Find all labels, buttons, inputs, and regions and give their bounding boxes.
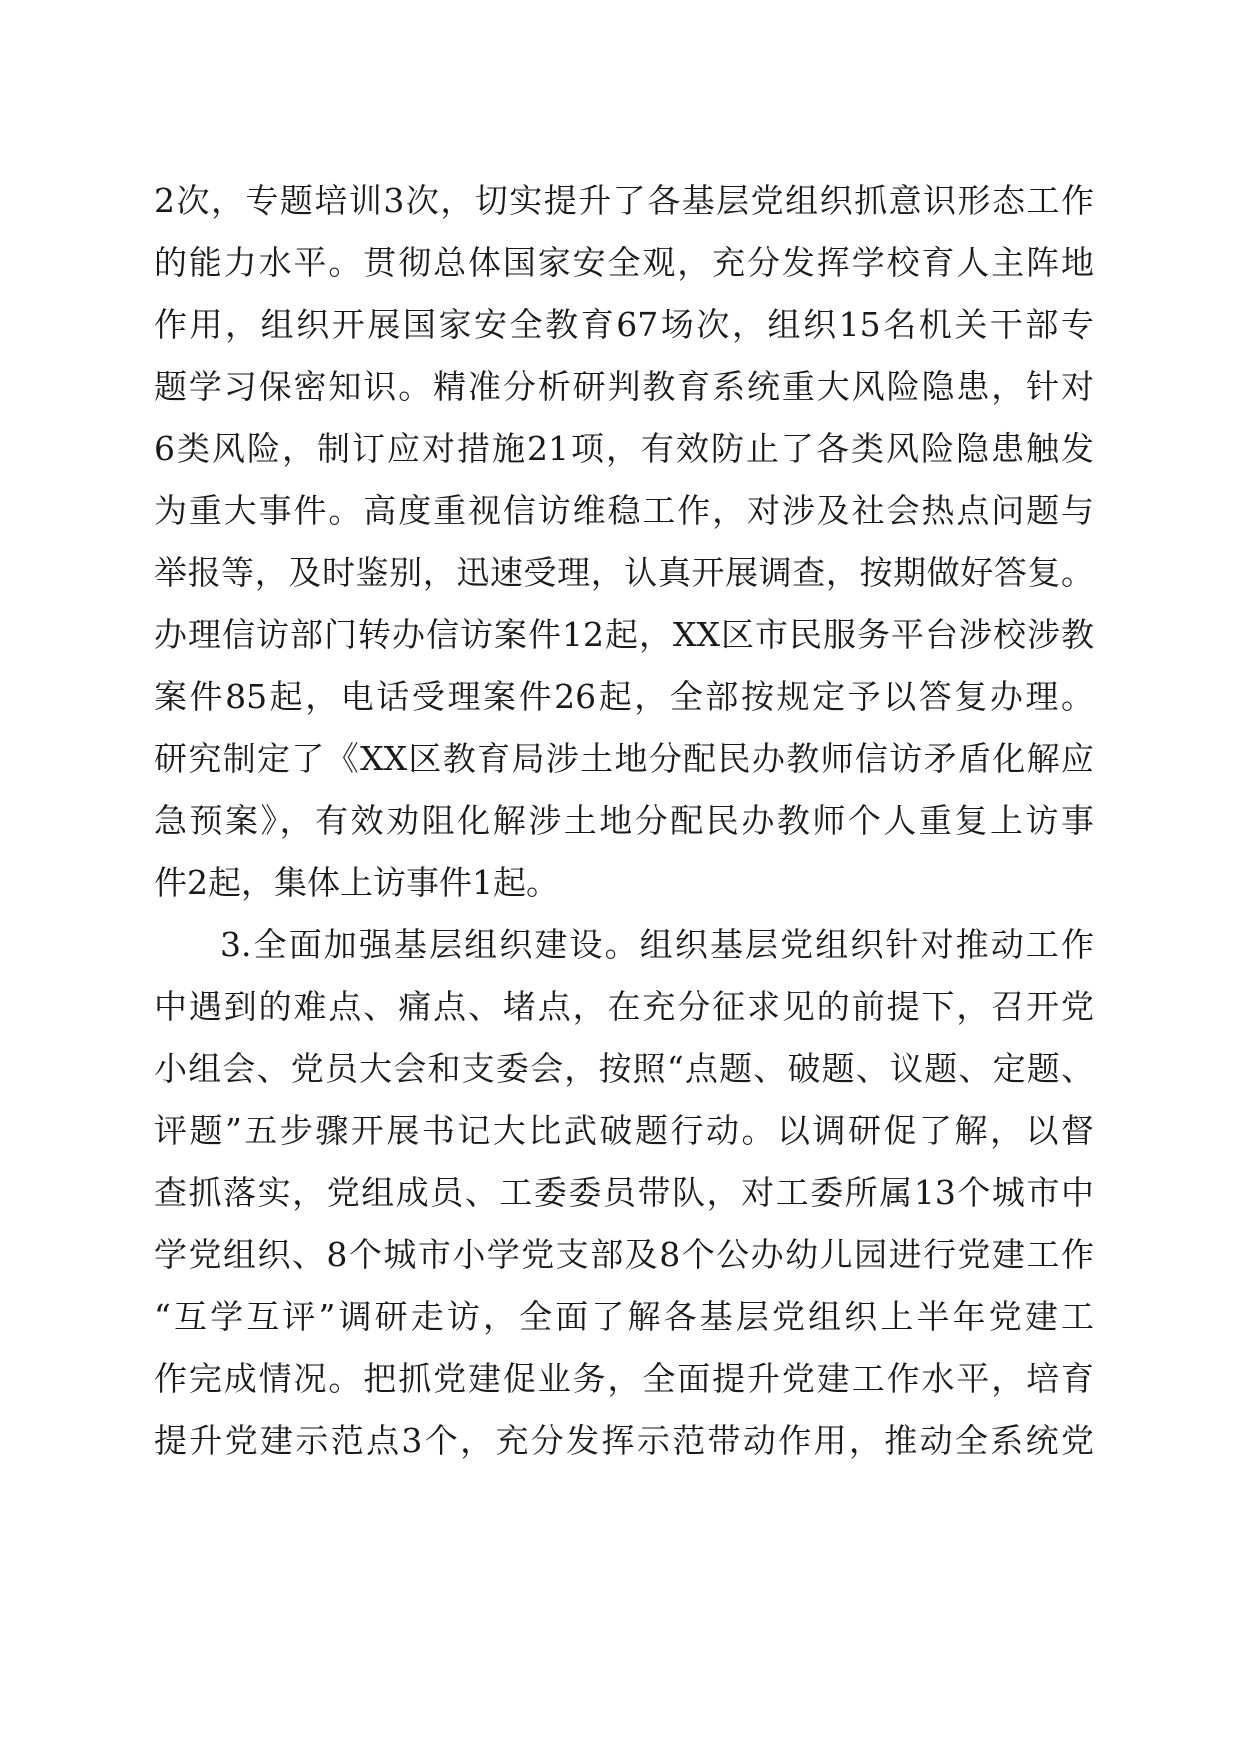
text-line: 的能力水平。贯彻总体国家安全观，充分发挥学校育人主阵地 [154, 243, 1094, 282]
text-line: 举报等，及时鉴别，迅速受理，认真开展调查，按期做好答复。 [154, 553, 1094, 592]
text-line: 提升党建示范点3个，充分发挥示范带动作用，推动全系统党 [154, 1421, 1094, 1460]
text-line: 办理信访部门转办信访案件12起，XX区市民服务平台涉校涉教 [154, 615, 1094, 654]
text-line: 6类风险，制订应对措施21项，有效防止了各类风险隐患触发 [154, 429, 1094, 468]
document-body-text [154, 170, 1094, 1472]
text-line: “互学互评”调研走访，全面了解各基层党组织上半年党建工 [154, 1297, 1094, 1336]
text-line: 作完成情况。把抓党建促业务，全面提升党建工作水平，培育 [154, 1359, 1094, 1398]
text-line: 为重大事件。高度重视信访维稳工作，对涉及社会热点问题与 [154, 491, 1094, 530]
text-line: 评题”五步骤开展书记大比武破题行动。以调研促了解，以督 [154, 1111, 1094, 1150]
text-line: 题学习保密知识。精准分析研判教育系统重大风险隐患，针对 [154, 367, 1094, 406]
text-line: 件2起，集体上访事件1起。 [154, 863, 559, 902]
text-line: 案件85起，电话受理案件26起，全部按规定予以答复办理。 [154, 677, 1094, 716]
text-line: 研究制定了《XX区教育局涉土地分配民办教师信访矛盾化解应 [154, 739, 1094, 778]
text-line: 中遇到的难点、痛点、堵点，在充分征求见的前提下，召开党 [154, 987, 1094, 1026]
text-line: 查抓落实，党组成员、工委委员带队，对工委所属13个城市中 [154, 1173, 1094, 1212]
text-line: 作用，组织开展国家安全教育67场次，组织15名机关干部专 [154, 305, 1094, 344]
section-heading-line: 3.全面加强基层组织建设。组织基层党组织针对推动工作 [220, 925, 1094, 964]
text-line: 学党组织、8个城市小学党支部及8个公办幼儿园进行党建工作 [154, 1235, 1094, 1274]
text-line: 小组会、党员大会和支委会，按照“点题、破题、议题、定题、 [154, 1049, 1094, 1088]
text-line: 急预案》，有效劝阻化解涉土地分配民办教师个人重复上访事 [154, 801, 1094, 840]
text-line: 2次，专题培训3次，切实提升了各基层党组织抓意识形态工作 [154, 181, 1094, 220]
